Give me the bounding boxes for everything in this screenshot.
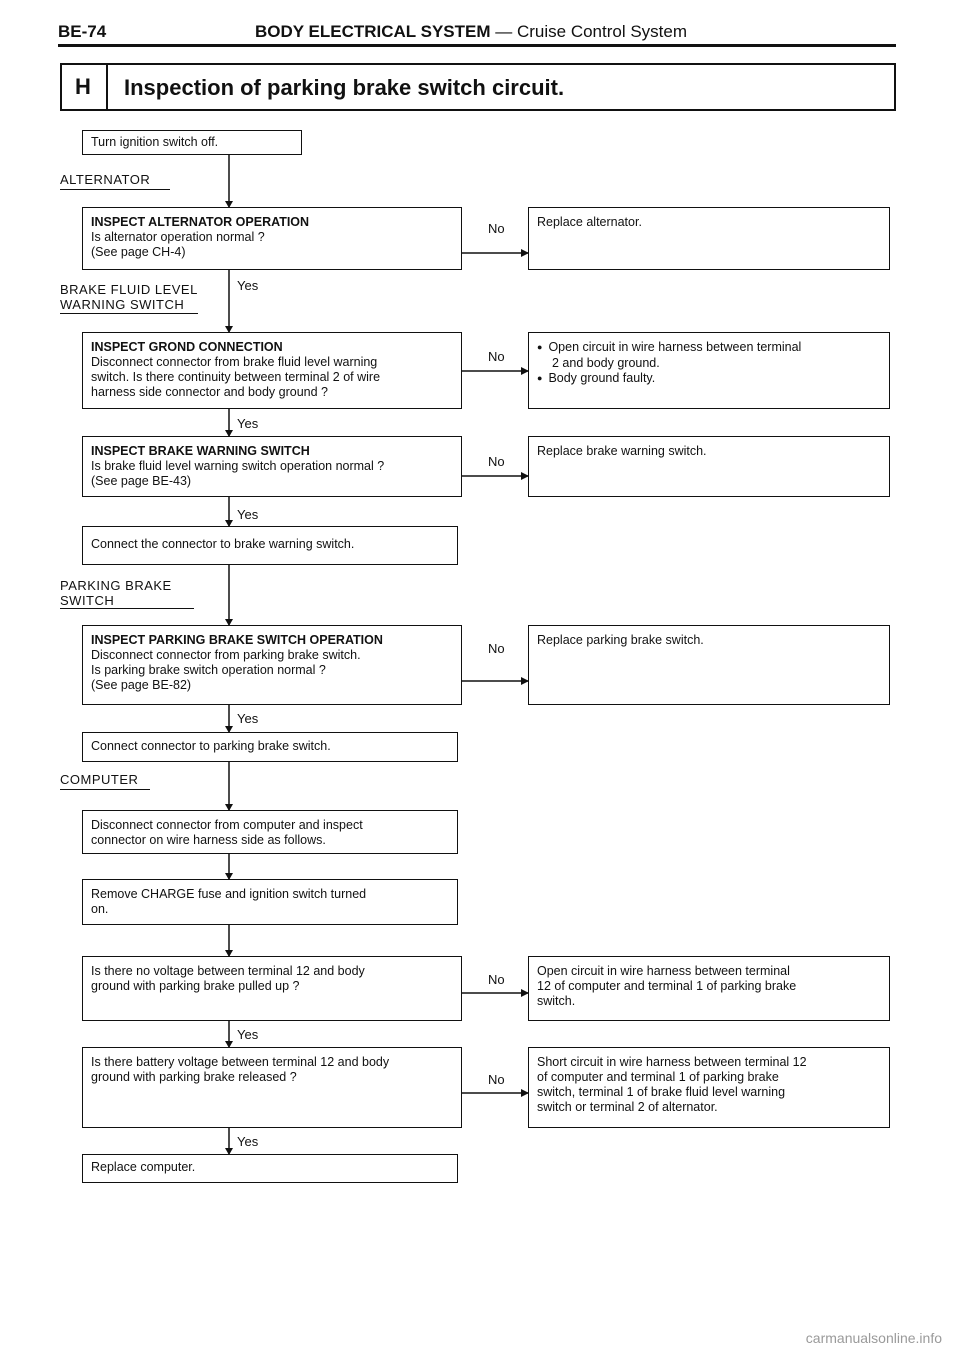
footer-watermark: carmanualsonline.info [805, 1330, 942, 1346]
remedy-open-circuit: Open circuit in wire harness between terminal 12 of computer and terminal 1 of parking brake switch. [528, 956, 890, 1021]
step-check-voltage-pulled-up: Is there no voltage between terminal 12 and body ground with parking brake pulled up ? [82, 956, 462, 1021]
answer-no: No [488, 221, 505, 236]
step-inspect-ground-connection: INSPECT GROND CONNECTION Disconnect connector from brake fluid level warning switch. Is there continuity between terminal 2 of wire harness side connector and body ground ? [82, 332, 462, 409]
page-code: BE-74 [58, 22, 107, 41]
label-brake-fluid-level-warning-switch: BRAKE FLUID LEVEL WARNING SWITCH [60, 282, 198, 312]
step-inspect-brake-warning-switch: INSPECT BRAKE WARNING SWITCH Is brake fluid level warning switch operation normal ? (See page BE-43) [82, 436, 462, 497]
answer-yes: Yes [237, 416, 259, 431]
step-inspect-alternator: INSPECT ALTERNATOR OPERATION Is alternator operation normal ? (See page CH-4) [82, 207, 462, 270]
section-letter: H [60, 63, 108, 111]
remedy-replace-brake-warning-switch: Replace brake warning switch. [528, 436, 890, 497]
section-title: Inspection of parking brake switch circuit. [124, 75, 565, 100]
step-connect-parking-brake-switch: Connect connector to parking brake switch. [82, 732, 458, 762]
step-replace-computer: Replace computer. [82, 1154, 458, 1183]
answer-yes: Yes [237, 278, 259, 293]
label-underline [60, 313, 198, 314]
step-turn-ignition-off: Turn ignition switch off. [82, 130, 302, 155]
answer-no: No [488, 972, 505, 987]
remedy-ground-circuit: ● Open circuit in wire harness between terminal 2 and body ground. ● Body ground faulty. [528, 332, 890, 409]
label-underline [60, 189, 170, 190]
step-disconnect-computer: Disconnect connector from computer and inspect connector on wire harness side as follows. [82, 810, 458, 854]
answer-no: No [488, 349, 505, 364]
answer-yes: Yes [237, 1134, 259, 1149]
header-title-bold: BODY ELECTRICAL SYSTEM [255, 22, 491, 41]
label-alternator: ALTERNATOR [60, 172, 151, 187]
bullet-item: ● Open circuit in wire harness between terminal [537, 340, 881, 356]
label-parking-brake-switch: PARKING BRAKE SWITCH [60, 578, 172, 608]
step-inspect-parking-brake-switch: INSPECT PARKING BRAKE SWITCH OPERATION Disconnect connector from parking brake switch. Is parking brake switch operation normal ? (See page BE-82) [82, 625, 462, 705]
remedy-replace-alternator: Replace alternator. [528, 207, 890, 270]
remedy-short-circuit: Short circuit in wire harness between terminal 12 of computer and terminal 1 of parking brake switch, terminal 1 of brake fluid level warning switch or terminal 2 of alternator. [528, 1047, 890, 1128]
bullet-item: ● Body ground faulty. [537, 371, 881, 387]
answer-no: No [488, 1072, 505, 1087]
answer-no: No [488, 641, 505, 656]
remedy-replace-parking-brake-switch: Replace parking brake switch. [528, 625, 890, 705]
header-title-rest: — Cruise Control System [495, 22, 688, 41]
answer-no: No [488, 454, 505, 469]
step-remove-charge-fuse: Remove CHARGE fuse and ignition switch turned on. [82, 879, 458, 925]
label-computer: COMPUTER [60, 772, 139, 787]
step-check-voltage-released: Is there battery voltage between terminal 12 and body ground with parking brake released ? [82, 1047, 462, 1128]
label-underline [60, 789, 150, 790]
label-underline [60, 608, 194, 609]
step-connect-warning-switch: Connect the connector to brake warning switch. [82, 526, 458, 565]
answer-yes: Yes [237, 507, 259, 522]
answer-yes: Yes [237, 711, 259, 726]
answer-yes: Yes [237, 1027, 259, 1042]
